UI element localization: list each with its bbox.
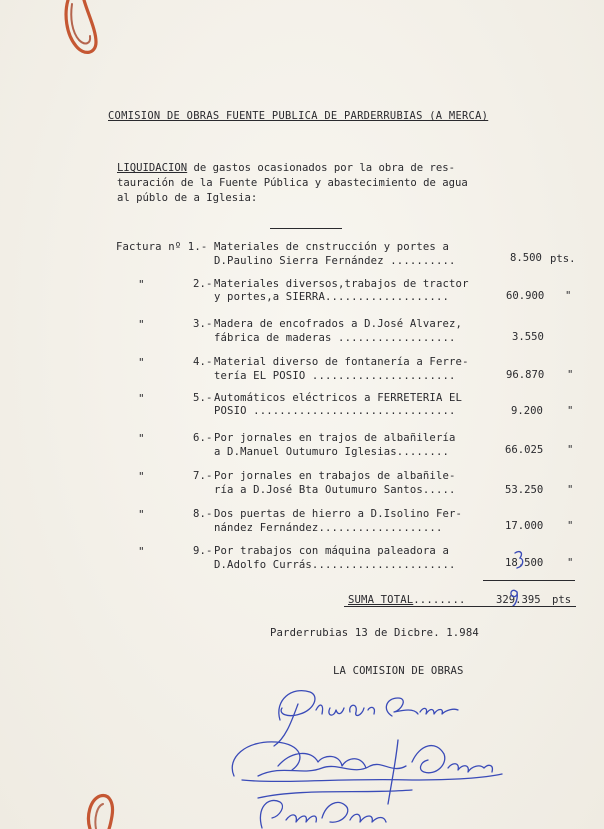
- ditto-mark-4: ": [138, 356, 145, 369]
- total-rule-lower: [344, 606, 576, 607]
- item-9-unit: ": [567, 557, 574, 569]
- item-4-unit: ": [567, 369, 574, 381]
- ditto-mark-6: ": [138, 432, 145, 445]
- item-6-unit: ": [567, 444, 574, 456]
- ditto-mark-7: ": [138, 470, 145, 483]
- item-1-prefix: Factura nº 1.-: [116, 241, 208, 253]
- item-6-prefix: 6.-: [193, 432, 213, 444]
- total-rule-upper: [483, 580, 575, 581]
- item-5-prefix: 5.-: [193, 392, 213, 404]
- intro-heading: LIQUIDACION: [117, 162, 188, 174]
- item-9-correction-mark-icon: [512, 549, 526, 571]
- total-amount: 329.395: [496, 594, 541, 606]
- item-2-line-2: [214, 291, 449, 304]
- item-1-dots: ..........: [383, 255, 456, 267]
- item-2-prefix: 2.-: [193, 278, 213, 290]
- item-4-amount: 96.870: [506, 369, 545, 381]
- intro-line-3: al públo de a Iglesia:: [117, 192, 258, 204]
- item-8-dots: ...................: [318, 522, 443, 534]
- item-7-prefix: 7.-: [193, 470, 213, 482]
- ditto-mark-3: ": [138, 318, 145, 331]
- paper-clip-bottom-icon: [80, 792, 120, 829]
- separator-rule: [270, 228, 342, 229]
- item-3-line-1: Madera de encofrados a D.José Alvarez,: [214, 318, 463, 330]
- item-5-line-1: Automáticos eléctricos a FERRETERIA EL: [214, 392, 463, 404]
- item-9-dots: ......................: [311, 559, 456, 571]
- item-3-line-2: [214, 332, 456, 345]
- item-5-unit: ": [567, 405, 574, 417]
- item-5-line-2: [214, 405, 456, 418]
- item-1-unit: pts.: [550, 253, 576, 265]
- item-3-amount: 3.550: [512, 331, 544, 343]
- item-4-line-2: [214, 370, 456, 383]
- total-dots: ........: [413, 594, 466, 606]
- item-4-line-1: Material diverso de fontanería a Ferre-: [214, 356, 469, 368]
- total-unit: pts: [552, 594, 572, 606]
- item-9-line-2: [214, 559, 456, 572]
- total-label: SUMA TOTAL: [348, 594, 414, 606]
- item-7-line-2-text: ría a D.José Bta Outumuro Santos: [214, 484, 423, 496]
- item-8-line-2: [214, 522, 443, 535]
- item-7-dots: .....: [422, 484, 456, 496]
- intro-paragraph: [117, 161, 537, 206]
- item-9-line-2-text: D.Adolfo Currás: [214, 559, 312, 571]
- ditto-mark-2: ": [138, 278, 145, 291]
- item-1-line-2-text: D.Paulino Sierra Fernández: [214, 255, 384, 267]
- ditto-mark-9: ": [138, 545, 145, 558]
- item-2-line-1: Materiales diversos,trabajos de tractor: [214, 278, 469, 290]
- item-2-line-2-text: y portes,a SIERRA: [214, 291, 325, 303]
- item-4-prefix: 4.-: [193, 356, 213, 368]
- item-8-unit: ": [567, 520, 574, 532]
- item-6-line-1: Por jornales en trajos de albañilería: [214, 432, 456, 444]
- item-7-line-2: [214, 484, 456, 497]
- item-1-line-1: Materiales de cnstrucción y portes a: [214, 241, 450, 253]
- item-3-dots: ..................: [331, 332, 456, 344]
- item-9-amount: 18.500: [505, 557, 544, 569]
- item-1-line-2: [214, 255, 456, 268]
- item-3-prefix: 3.-: [193, 318, 213, 330]
- item-6-dots: ........: [396, 446, 450, 458]
- signatures-image: [222, 680, 522, 829]
- ditto-mark-5: ": [138, 392, 145, 405]
- item-8-line-1: Dos puertas de hierro a D.Isolino Fer-: [214, 508, 463, 520]
- intro-line-1-text: de gastos ocasionados por la obra de res-: [187, 162, 456, 174]
- intro-line-1: [117, 161, 537, 176]
- item-6-amount: 66.025: [505, 444, 544, 456]
- item-5-amount: 9.200: [511, 405, 543, 417]
- item-5-dots: ...............................: [246, 405, 456, 417]
- item-7-amount: 53.250: [505, 484, 544, 496]
- item-9-line-1: Por trabajos con máquina paleadora a: [214, 545, 450, 557]
- item-8-prefix: 8.-: [193, 508, 213, 520]
- place-date: Parderrubias 13 de Dicbre. 1.984: [270, 627, 479, 639]
- item-7-unit: ": [567, 484, 574, 496]
- item-2-unit: ": [565, 290, 572, 302]
- item-1-amount: 8.500: [510, 252, 542, 264]
- item-3-line-2-text: fábrica de maderas: [214, 332, 332, 344]
- item-6-line-2-text: a D.Manuel Outumuro Iglesias: [214, 446, 397, 458]
- item-4-line-2-text: tería EL POSIO: [214, 370, 306, 382]
- total-correction-mark-icon: [507, 586, 521, 608]
- item-4-dots: ......................: [305, 370, 456, 382]
- item-8-line-2-text: nández Fernández: [214, 522, 319, 534]
- paper-clip-top-icon: [58, 0, 102, 62]
- item-2-amount: 60.900: [506, 290, 545, 302]
- item-2-dots: ...................: [324, 291, 450, 303]
- item-7-line-1: Por jornales en trabajos de albañile-: [214, 470, 456, 482]
- document-title: COMISION DE OBRAS FUENTE PUBLICA DE PARDERRUBIAS (A MERCA): [108, 110, 489, 122]
- item-8-amount: 17.000: [505, 520, 544, 532]
- item-5-line-2-text: POSIO: [214, 405, 247, 417]
- intro-line-2: tauración de la Fuente Pública y abastecimiento de agua: [117, 177, 468, 189]
- signatory-label: LA COMISION DE OBRAS: [333, 665, 464, 677]
- item-9-prefix: 9.-: [193, 545, 213, 557]
- ditto-mark-8: ": [138, 508, 145, 521]
- item-6-line-2: [214, 446, 449, 459]
